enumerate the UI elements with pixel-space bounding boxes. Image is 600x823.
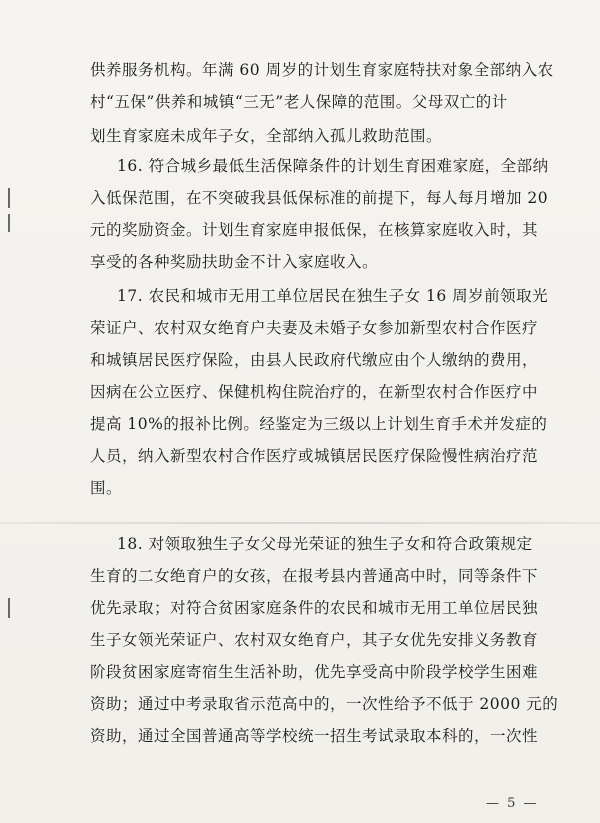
text-line-4: 16. 符合城乡最低生活保障条件的计划生育困难家庭，全部纳 — [117, 157, 549, 175]
text-line-16: 生育的二女绝育户的女孩，在报考县内普通高中时，同等条件下 — [90, 567, 539, 585]
text-line-3: 划生育家庭未成年子女，全部纳入孤儿救助范围。 — [90, 127, 443, 145]
margin-mark-1 — [8, 188, 10, 208]
text-line-5: 入低保范围，在不突破我县低保标准的前提下，每人每月增加 20 — [90, 189, 549, 207]
text-line-21: 资助，通过全国普通高等学校统一招生考试录取本科的，一次性 — [90, 727, 539, 745]
text-line-15: 18. 对领取独生子女父母光荣证的独生子女和符合政策规定 — [117, 535, 533, 553]
text-line-9: 荣证户、农村双女绝育户夫妻及未婚子女参加新型农村合作医疗 — [90, 319, 539, 337]
text-line-18: 生子女领光荣证户、农村双女绝育户，其子女优先安排义务教育 — [90, 631, 539, 649]
text-line-14: 围。 — [90, 479, 123, 497]
margin-mark-2 — [8, 214, 10, 232]
text-line-13: 人员，纳入新型农村合作医疗或城镇居民医疗保险慢性病治疗范 — [90, 447, 539, 465]
text-line-6: 元的奖励资金。计划生育家庭申报低保，在核算家庭收入时，其 — [90, 221, 539, 239]
text-line-12: 提高 10%的报补比例。经鉴定为三级以上计划生育手术并发症的 — [90, 415, 548, 433]
text-line-20: 资助；通过中考录取省示范高中的，一次性给予不低于 2000 元的 — [90, 695, 559, 713]
text-line-11: 因病在公立医疗、保健机构住院治疗的，在新型农村合作医疗中 — [90, 383, 539, 401]
text-line-17: 优先录取；对符合贫困家庭条件的农民和城市无用工单位居民独 — [90, 599, 539, 617]
text-line-7: 享受的各种奖励扶助金不计入家庭收入。 — [90, 253, 379, 271]
text-line-10: 和城镇居民医疗保险，由县人民政府代缴应由个人缴纳的费用， — [90, 351, 539, 369]
text-line-1: 供养服务机构。年满 60 周岁的计划生育家庭特扶对象全部纳入农 — [90, 61, 554, 79]
page-fold-shadow — [0, 522, 600, 524]
text-line-19: 阶段贫困家庭寄宿生生活补助，优先享受高中阶段学校学生困难 — [90, 663, 539, 681]
page-number: — 5 — — [486, 796, 539, 811]
text-line-8: 17. 农民和城市无用工单位居民在独生子女 16 周岁前领取光 — [117, 287, 549, 305]
text-line-2: 村“五保”供养和城镇“三无”老人保障的范围。父母双亡的计 — [90, 93, 508, 111]
margin-mark-3 — [8, 598, 10, 618]
